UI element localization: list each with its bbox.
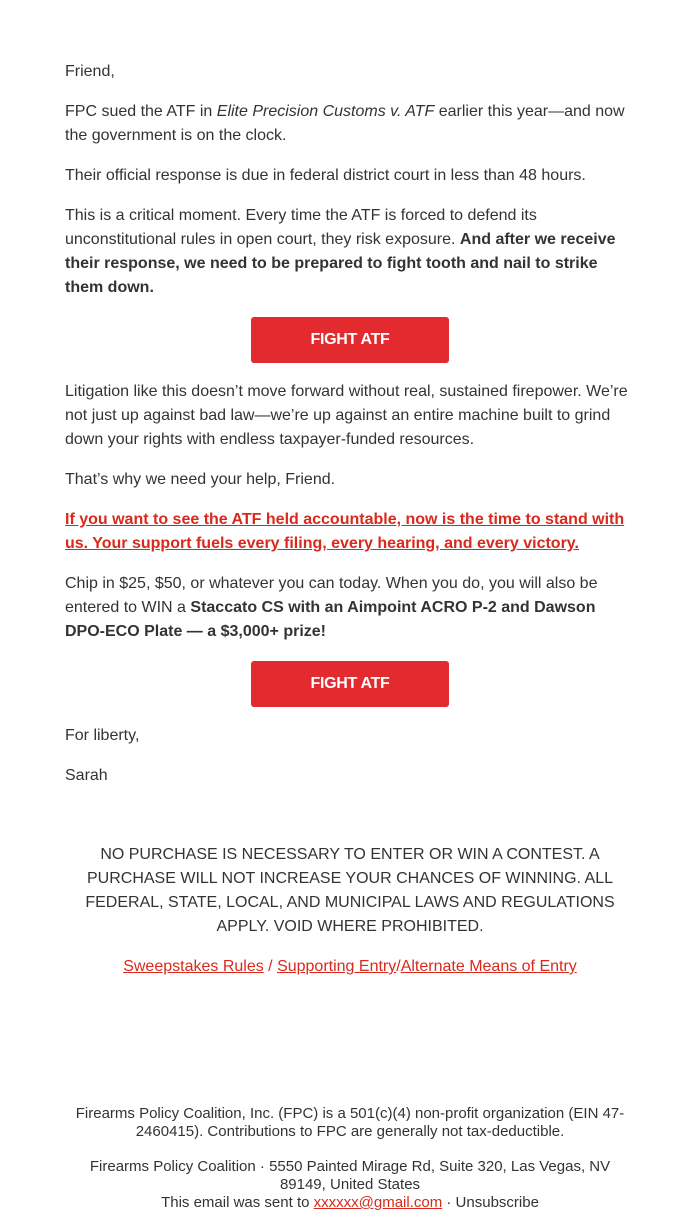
paragraph-deadline: Their official response is due in federal district court in less than 48 hours. — [65, 167, 586, 184]
paragraph-lawsuit — [65, 100, 635, 148]
paragraph-critical-text: This is a critical moment. Every time the ATF is forced to defend its unconstitutional rules in open court, they risk exposure. — [65, 207, 537, 248]
footer-org-statement: Firearms Policy Coalition, Inc. (FPC) is a 501(c)(4) non-profit organization (EIN 47-2460415). Contributions to FPC are generally not tax-deductible. — [75, 1105, 625, 1140]
paragraph-critical-moment — [65, 204, 635, 300]
signoff: For liberty, — [65, 727, 140, 744]
footer-sent-to — [65, 1194, 635, 1212]
paragraph-critical-bold: And after we receive their response, we need to be prepared to fight tooth and nail to strike them down. — [65, 231, 616, 296]
signature: Sarah — [65, 767, 108, 784]
fight-atf-button-1[interactable]: FIGHT ATF — [251, 317, 449, 363]
paragraph-chip-in — [65, 572, 635, 644]
paragraph-chip-in-text: Chip in $25, $50, or whatever you can today. When you do, you will also be entered to WIN a — [65, 575, 598, 616]
recipient-email-link[interactable]: xxxxxx@gmail.com — [313, 1194, 443, 1211]
rules-links — [0, 955, 700, 979]
supporting-entry-link[interactable]: Supporting Entry — [277, 958, 397, 975]
paragraph-accountable — [65, 508, 635, 556]
fight-atf-button-2[interactable]: FIGHT ATF — [251, 661, 449, 707]
alternate-entry-link[interactable]: Alternate Means of Entry — [400, 958, 577, 975]
sweepstakes-rules-link[interactable]: Sweepstakes Rules — [123, 958, 264, 975]
case-name: Elite Precision Customs v. ATF — [216, 103, 435, 120]
rules-separator-2: / — [396, 958, 401, 975]
rules-separator-1: / — [263, 958, 278, 975]
unsubscribe-link[interactable]: Unsubscribe — [455, 1194, 539, 1211]
paragraph-litigation: Litigation like this doesn’t move forward without real, sustained firepower. We’re not just up against bad law—we’re up against an entire machine built to grind down your rights with endless taxpayer-funded resources. — [65, 383, 628, 448]
prize-description: Staccato CS with an Aimpoint ACRO P-2 and Dawson DPO-ECO Plate — a $3,000+ prize! — [65, 599, 596, 640]
accountable-link[interactable]: If you want to see the ATF held accountable, now is the time to stand with us. Your support fuels every filing, every hearing, and every victory. — [65, 511, 625, 552]
footer-separator: · — [442, 1194, 456, 1211]
paragraph-lawsuit-text-a: FPC sued the ATF in — [65, 103, 217, 120]
footer-address: Firearms Policy Coalition · 5550 Painted Mirage Rd, Suite 320, Las Vegas, NV 89149, United States — [89, 1158, 611, 1193]
paragraph-lawsuit-text-b: earlier this year—and now the government is on the clock. — [65, 103, 625, 144]
sweepstakes-disclaimer: NO PURCHASE IS NECESSARY TO ENTER OR WIN A CONTEST. A PURCHASE WILL NOT INCREASE YOUR CHANCES OF WINNING. ALL FEDERAL, STATE, LOCAL, AND MUNICIPAL LAWS AND REGULATIONS APPLY. VOID WHERE PROHIBITED. — [85, 846, 615, 935]
paragraph-help: That’s why we need your help, Friend. — [65, 471, 336, 488]
footer-sent-to-prefix: This email was sent to — [161, 1194, 314, 1211]
greeting: Friend, — [65, 63, 115, 80]
